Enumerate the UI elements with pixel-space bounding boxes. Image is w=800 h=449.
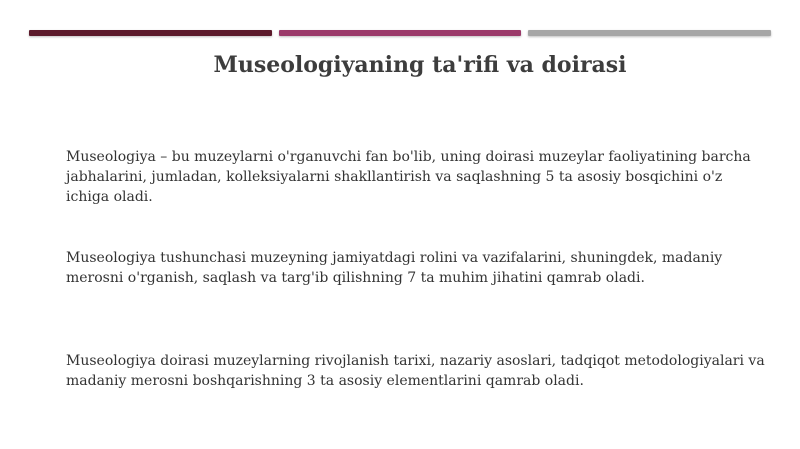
paragraph-definition: Museologiya – bu muzeylarni o'rganuvchi fan bo'lib, uning doirasi muzeylar faoliyatining barcha jabhalarini, jumladan, kolleksiyalarni shakllantirish va saqlashning 5 ta asosiy bosqichini o'z ichiga oladi. [66, 149, 751, 205]
accent-bar-middle [279, 30, 521, 36]
paragraph-concept: Museologiya tushunchasi muzeyning jamiyatdagi rolini va vazifalarini, shuningdek, madaniy merosni o'rganish, saqlash va targ'ib qilishning 7 ta muhim jihatini qamrab oladi. [66, 250, 723, 286]
slide-title: Museologiyaning ta'rifi va doirasi [213, 52, 627, 78]
paragraph-scope: Museologiya doirasi muzeylarning rivojlanish tarixi, nazariy asoslari, tadqiqot metodologiyalari va madaniy merosni boshqarishning 3 ta asosiy elementlarini qamrab oladi. [66, 353, 765, 389]
accent-bar-right [528, 30, 771, 36]
accent-bar-left [29, 30, 272, 36]
